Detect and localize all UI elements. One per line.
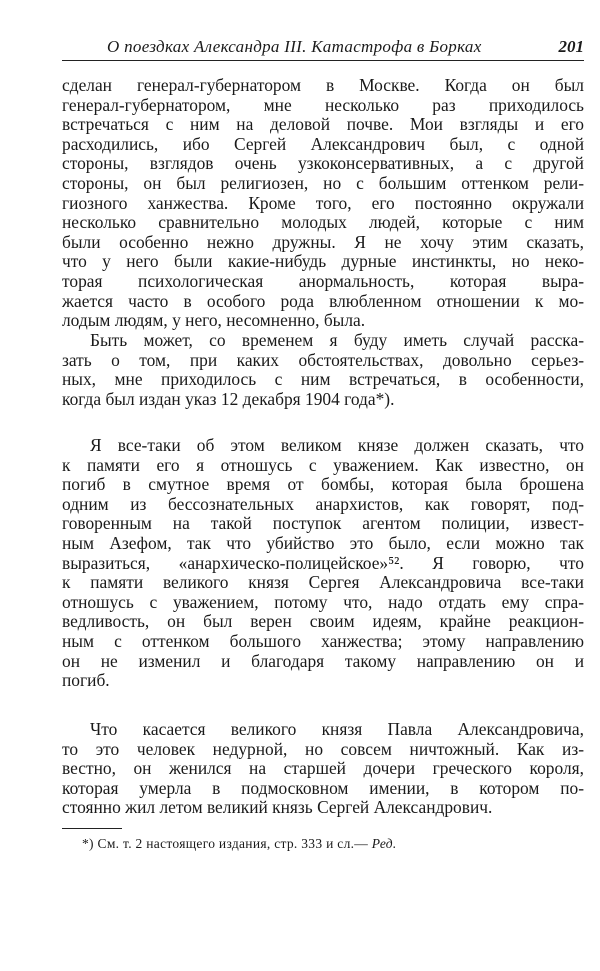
paragraph-1 bbox=[62, 76, 584, 331]
text-line: говоренным на такой поступок агентом полиции, извест- bbox=[62, 513, 584, 534]
text-line: выразиться, «анархическо-полицейское»⁵². Я говорю, что bbox=[62, 552, 584, 573]
footnote-text: *) См. т. 2 настоящего издания, стр. 333 и сл.— bbox=[82, 836, 372, 851]
text-line: одним из бессознательных анархистов, как говорят, под- bbox=[62, 493, 584, 514]
text-line: стороны, взглядов очень узкоконсервативных, а с другой bbox=[62, 153, 584, 174]
text-line: стоянно жил летом великий князь Сергей Александрович. bbox=[62, 797, 493, 818]
text-line: Быть может, со временем я буду иметь случай расска- bbox=[90, 330, 584, 350]
text-line: зать о том, при каких обстоятельствах, довольно серьез- bbox=[62, 349, 584, 370]
text-line: Что касается великого князя Павла Александровича, bbox=[90, 719, 584, 739]
text-line: он не изменил и благодаря такому направлению он и bbox=[62, 650, 584, 671]
text-line: лодым людям, у него, несомненно, была. bbox=[62, 310, 366, 331]
text-line: сделан генерал-губернатором в Москве. Когда он был bbox=[62, 75, 584, 95]
text-line: были особенно нежно дружны. Я не хочу этим сказать, bbox=[62, 231, 584, 252]
footnote-editor: Ред. bbox=[371, 836, 397, 851]
text-line: вестно, он женился на старшей дочери греческого короля, bbox=[62, 758, 584, 779]
text-line: отношусь с уважением, потому что, надо отдать ему спра- bbox=[62, 591, 584, 612]
text-line: жается часто в особого рода влюбленном отношении к мо- bbox=[62, 290, 584, 311]
text-line: несколько сравнительно молодых людей, которые с ним bbox=[62, 212, 584, 233]
text-line: когда был издан указ 12 декабря 1904 года*). bbox=[62, 388, 395, 409]
text-line: генерал-губернатором, мне несколько раз приходилось bbox=[62, 94, 584, 115]
text-line: гиозного ханжества. Кроме того, его постоянно окружали bbox=[62, 192, 584, 213]
text-line: погиб в смутное время от бомбы, которая была брошена bbox=[62, 474, 584, 495]
text-line: Я все-таки об этом великом князе должен сказать, что bbox=[90, 435, 584, 455]
text-line: стороны, он был религиозен, но с большим оттенком рели- bbox=[62, 172, 584, 193]
text-line: торая психологическая анормальность, которая выра- bbox=[62, 270, 584, 291]
text-line: погиб. bbox=[62, 670, 110, 691]
header-title: О поездках Александра III. Катастрофа в Борках bbox=[107, 37, 482, 56]
text-line: к памяти его я отношусь с уважением. Как известно, он bbox=[62, 454, 584, 475]
paragraph-2 bbox=[62, 331, 584, 409]
text-line: встречаться с ним на деловой почве. Мои взгляды и его bbox=[62, 114, 584, 135]
running-header bbox=[62, 36, 584, 61]
text-line: то это человек недурной, но совсем ничтожный. Как из- bbox=[62, 738, 584, 759]
paragraph-3 bbox=[62, 436, 584, 691]
paragraph-4 bbox=[62, 720, 584, 818]
footnote bbox=[82, 836, 397, 852]
text-line: что у него были какие-нибудь дурные инстинкты, но неко- bbox=[62, 251, 584, 272]
text-line: ных, мне приходилось с ним встречаться, в особенности, bbox=[62, 369, 584, 390]
text-line: расходились, ибо Сергей Александрович был, с одной bbox=[62, 133, 584, 154]
text-line: которая умерла в подмосковном имении, в котором по- bbox=[62, 777, 584, 798]
page-number: 201 bbox=[558, 37, 584, 56]
text-line: ным Азефом, так что убийство это было, если можно так bbox=[62, 532, 584, 553]
text-line: ным с оттенком большого ханжества; этому направлению bbox=[62, 630, 584, 651]
text-line: к памяти великого князя Сергея Александровича все-таки bbox=[62, 572, 584, 593]
text-line: ведливость, он был верен своим идеям, крайне реакцион- bbox=[62, 611, 584, 632]
footnote-rule bbox=[62, 828, 122, 829]
